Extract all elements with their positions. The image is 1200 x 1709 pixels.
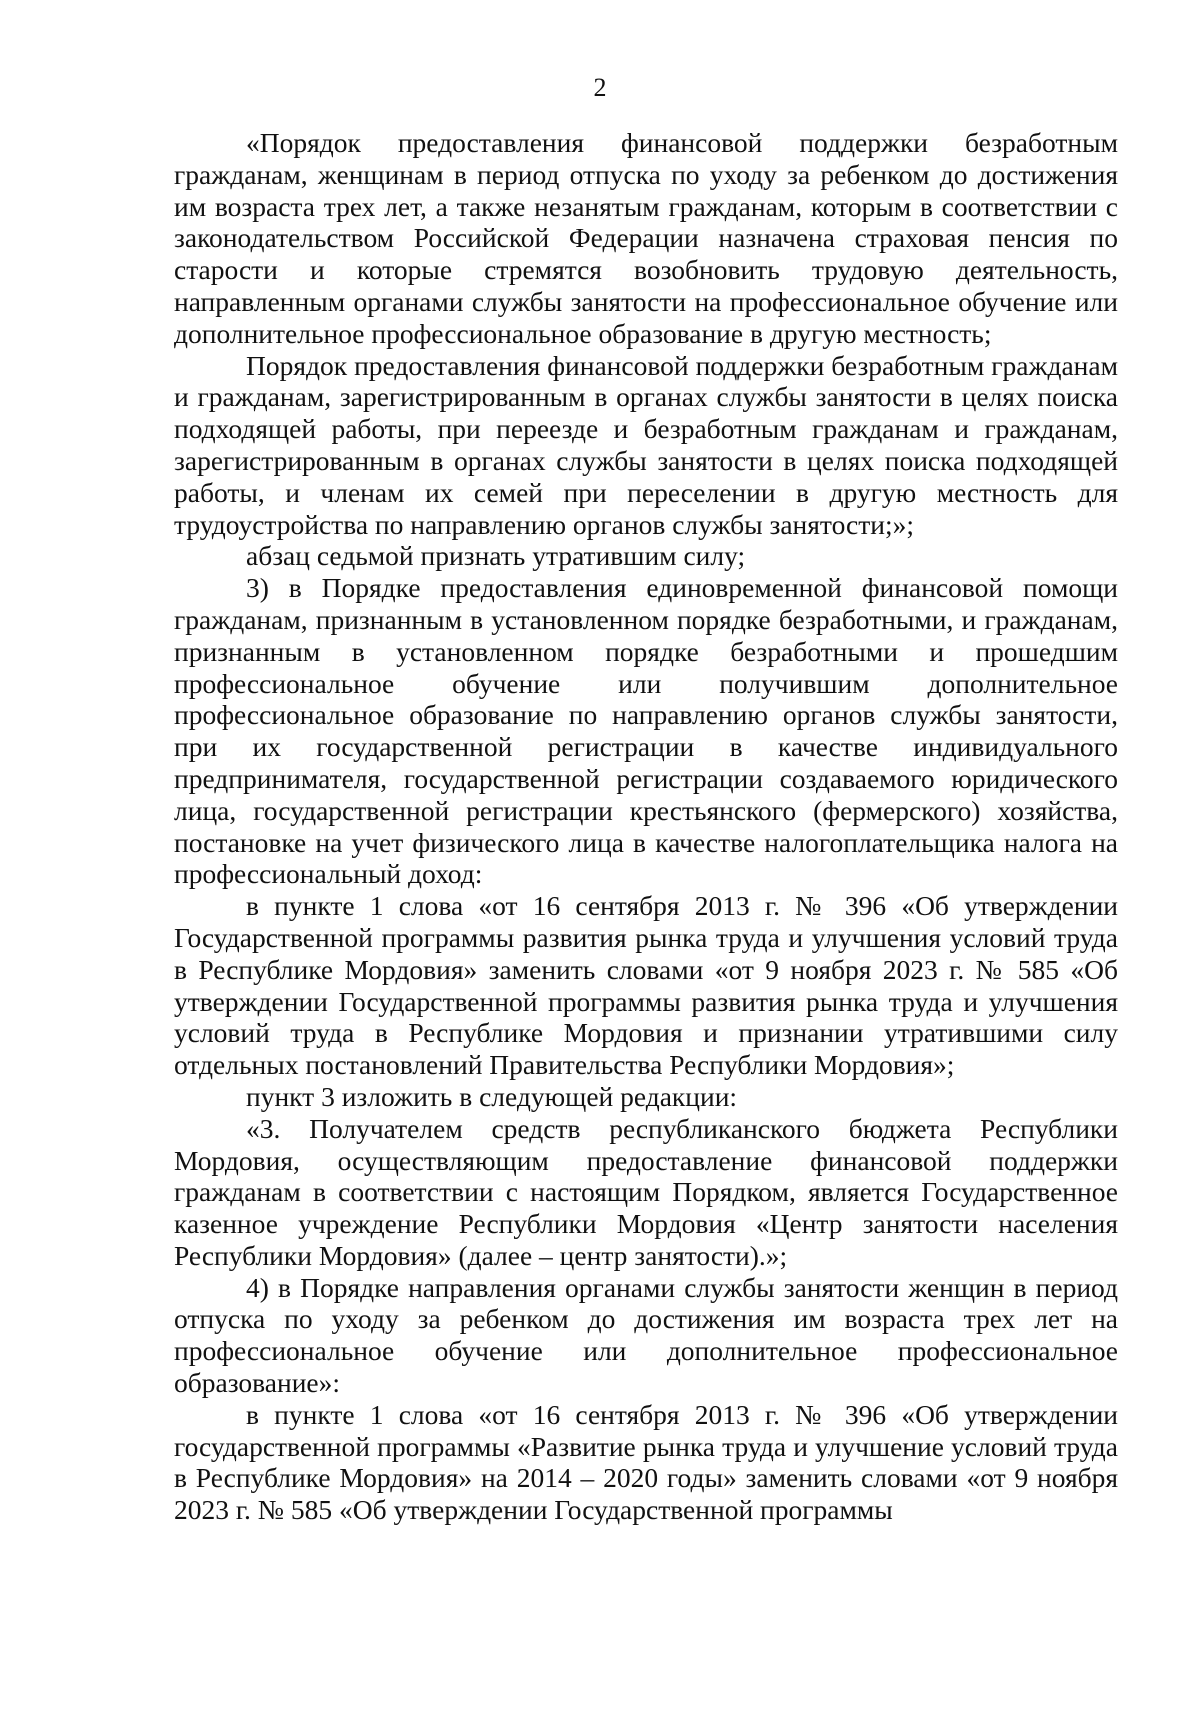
page-number: 2 [593,73,607,102]
paragraph-order-list-2: Порядок предоставления финансовой поддержки безработным гражданам и гражданам, зарегистрированным в органах службы занятости в целях поиска подходящей работы, при переезде и безработным гражданам и гражданам, зарегистрированным в органах службы занятости в целях поиска подходящей работы, и членам их семей при переселении в другую местность для трудоустройства по направлению органов службы занятости;»; [174,349,1118,540]
paragraph-item-3-point-3-text: «3. Получателем средств республиканского бюджета Республики Мордовия, осуществляющим предоставление финансовой поддержки гражданам в соответствии с настоящим Порядком, является Государственное казенное учреждение Республики Мордовия «Центр занятости населения Республики Мордовия» (далее – центр занятости).»; [174,1112,1118,1271]
paragraph-item-3-point-1: в пункте 1 слова «от 16 сентября 2013 г. № 396 «Об утверждении Государственной программы развития рынка труда и улучшения условий труда в Республике Мордовия» заменить словами «от 9 ноября 2023 г. № 585 «Об утверждении Государственной программы развития рынка труда и улучшения условий труда в Республике Мордовия и признании утратившими силу отдельных постановлений Правительства Республики Мордовия»; [174,890,1118,1081]
paragraph-item-3: 3) в Порядке предоставления единовременной финансовой помощи гражданам, признанным в установленном порядке безработными, и гражданам, признанным в установленном порядке безработными и прошедшим профессиональное обучение или получившим дополнительное профессиональное образование по направлению органов службы занятости, при их государственной регистрации в качестве индивидуального предпринимателя, государственной регистрации создаваемого юридического лица, государственной регистрации крестьянского (фермерского) хозяйства, постановке на учет физического лица в качестве налогоплательщика налога на профессиональный доход: [174,572,1118,890]
paragraph-item-4-point-1: в пункте 1 слова «от 16 сентября 2013 г. № 396 «Об утверждении государственной программы «Развитие рынка труда и улучшение условий труда в Республике Мордовия» на 2014 – 2020 годы» заменить словами «от 9 ноября 2023 г. № 585 «Об утверждении Государственной программы [174,1398,1118,1526]
paragraph-abzac-7: абзац седьмой признать утратившим силу; [246,540,746,572]
paragraph-item-4: 4) в Порядке направления органами службы занятости женщин в период отпуска по уходу за ребенком до достижения им возраста трех лет на профессиональное обучение или дополнительное профессиональное образование»: [174,1271,1118,1399]
paragraph-item-3-point-3: пункт 3 изложить в следующей редакции: [246,1080,738,1112]
paragraph-order-list-1: «Порядок предоставления финансовой поддержки безработным гражданам, женщинам в период отпуска по уходу за ребенком до достижения им возраста трех лет, а также незанятым гражданам, которым в соответствии с законодательством Российской Федерации назначена страховая пенсия по старости и которые стремятся возобновить трудовую деятельность, направленным органами службы занятости на профессиональное обучение или дополнительное профессиональное образование в другую местность; [174,127,1118,349]
document-body [174,127,1118,1526]
